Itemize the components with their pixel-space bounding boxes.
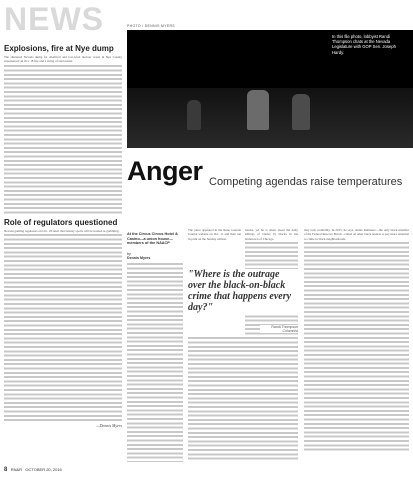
pull-quote-attribution — [260, 325, 298, 333]
photo-figure — [187, 100, 201, 130]
brief-body-regulators: Nevada gaming regulators on Oct. 18 ruled that fantasy sports will be treated as gambling. — [4, 228, 120, 233]
article-headline: Anger — [127, 156, 203, 186]
photo-stage — [127, 88, 413, 148]
brief-signature: —Dennis Myers — [96, 422, 122, 428]
brief-headline-explosions: Explosions, fire at Nye dump — [4, 44, 114, 53]
section-masthead: NEWS — [4, 1, 104, 37]
brief-headline-regulators: Role of regulators questioned — [4, 217, 118, 227]
brief-text-block — [4, 64, 122, 214]
brief-body-explosions: The shuttered Nevada dump for chemical and low-level nuclear waste in Nye County experienced an Oct. 18 fire and a string of explosions. — [4, 55, 122, 64]
pull-quote: "Where is the outrage over the black-on-black crime that happens every day?" — [188, 269, 298, 313]
article-column-1 — [188, 228, 241, 241]
photo-credit: PHOTO / DENNIS MYERS — [127, 24, 175, 28]
column-text-block — [304, 241, 409, 451]
column-text-block — [127, 262, 183, 462]
pull-quote-name: Randi Thompson — [271, 325, 298, 329]
column-text: The piece appeared in the Reno Gazette Journal website on Oct. 11 and then ran in print on the Sunday edition. — [188, 228, 241, 241]
article-subhead: Competing agendas raise temperatures — [209, 176, 403, 188]
byline-by: by — [127, 251, 131, 256]
publication-label: RN&R — [10, 467, 23, 472]
photo-figure — [247, 90, 269, 130]
column-text-block — [188, 336, 298, 462]
lead-paragraph: At the Circus Circus Hotel & Casino—a union house—members of the NAACP — [127, 232, 178, 245]
brief-text-block-2 — [4, 233, 122, 423]
issue-date: OCTOBER 20, 2016 — [25, 467, 62, 472]
page-number: 8 — [4, 467, 8, 473]
article-column-3 — [304, 228, 409, 451]
page-footer — [4, 467, 409, 473]
photo-figure — [292, 94, 310, 130]
pull-quote-role: Columnist — [282, 329, 298, 334]
byline-block — [127, 232, 181, 261]
column-text: blacks, yet he is silent about the daily killings of blacks by blacks in his hometown of Chicago. — [245, 228, 298, 241]
byline-author: Dennis Myers — [127, 256, 151, 260]
left-briefs-column — [4, 40, 122, 428]
column-text: may lack credibility. In 2015, he says, Andre Reimsser—the only black member of the Federal Reserve Board—called on other black leaders to pay more attention to crime in black neighborhoods. — [304, 228, 409, 241]
photo-caption: In this file photo, lobbyist Randi Thompson chats at the Nevada Legislature with GOP Sen. Joseph Hardy. — [332, 34, 396, 55]
